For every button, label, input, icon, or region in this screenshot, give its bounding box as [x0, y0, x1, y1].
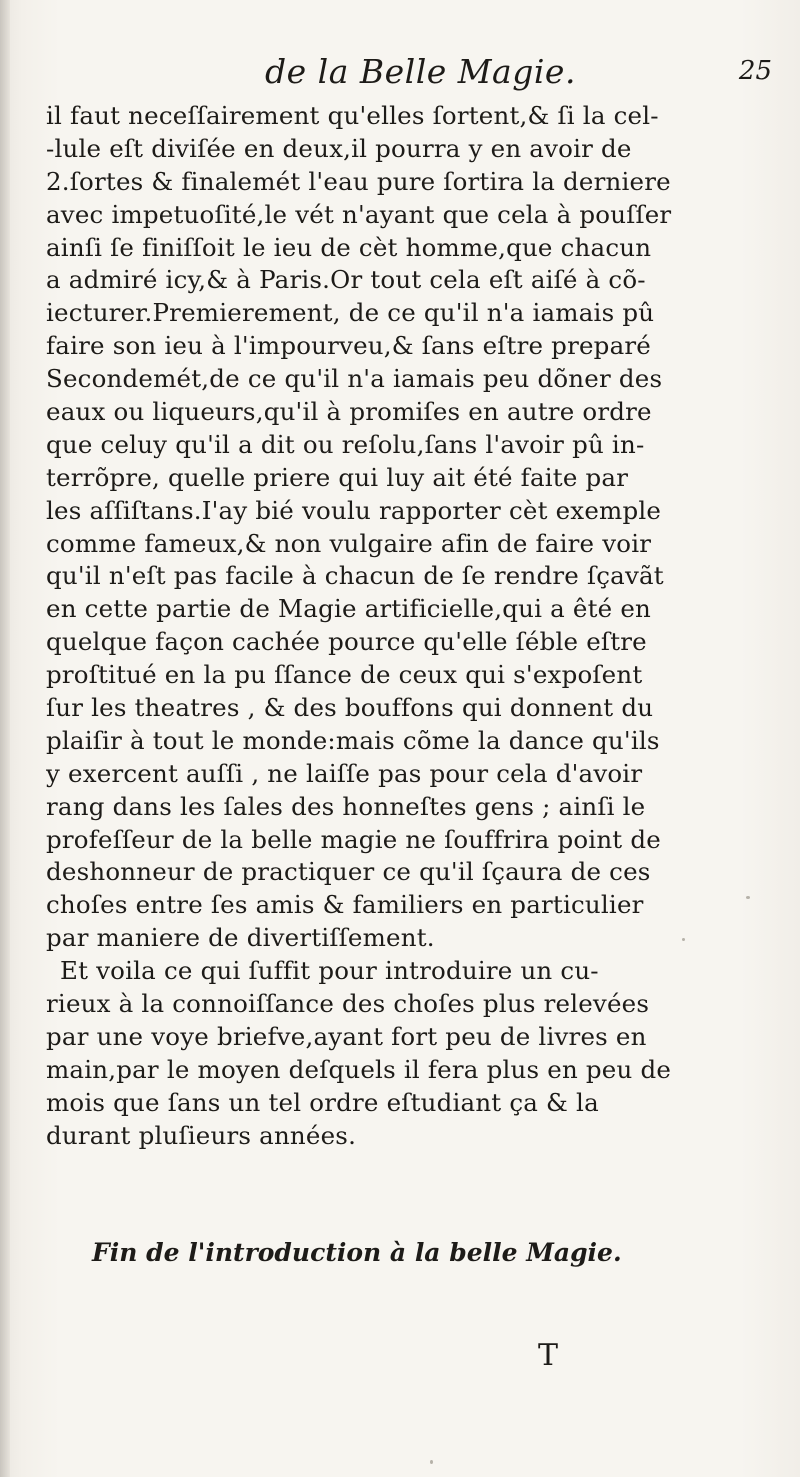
text-line: il faut neceſſairement qu'elles ſortent,& ſi la cel-	[46, 101, 659, 130]
text-line: plaiſir à tout le monde:mais cõme la dance qu'ils	[46, 725, 660, 755]
text-line: les aſſiſtans.I'ay bié voulu rapporter cèt exemple	[46, 495, 662, 525]
text-line: faire son ieu à l'impourveu,& ſans eſtre preparé	[46, 331, 651, 361]
paper-speck	[682, 938, 685, 941]
text-line: Et voila ce qui ſuffit pour introduire un cu-	[60, 956, 599, 986]
catchword: T	[538, 1338, 559, 1373]
paper-speck	[746, 896, 750, 899]
text-line: ſur les theatres , & des bouffons qui donnent du	[46, 693, 654, 723]
text-line: que celuy qu'il a dit ou reſolu,ſans l'avoir pû in-	[46, 429, 645, 459]
text-line: 2.ſortes & finalemét l'eau pure ſortira la derniere	[46, 166, 671, 196]
text-line: mois que ſans un tel ordre eſtudiant ça & la	[46, 1087, 599, 1117]
text-line: rieux à la connoiſſance des choſes plus relevées	[46, 989, 650, 1019]
text-line: quelque façon cachée pource qu'elle ſéble eſtre	[46, 627, 647, 657]
text-line: eaux ou liqueurs,qu'il à promiſes en autre ordre	[46, 397, 652, 427]
text-line: a admiré icy,& à Paris.Or tout cela eſt aiſé à cõ-	[46, 265, 646, 295]
text-line: terrõpre, quelle priere qui luy ait été faite par	[46, 462, 629, 492]
running-title: de la Belle Magie.	[265, 52, 576, 91]
page-number: 25	[738, 56, 772, 86]
binding-gutter	[0, 0, 10, 1477]
text-line: deshonneur de practiquer ce qu'il ſçaura de ces	[46, 857, 651, 887]
text-line: -lule eſt diviſée en deux,il pourra y en avoir de	[46, 133, 632, 163]
text-line: iecturer.Premierement, de ce qu'il n'a iamais pû	[46, 298, 655, 328]
text-line: choſes entre ſes amis & familiers en particulier	[46, 890, 644, 920]
text-line: qu'il n'eſt pas facile à chacun de ſe rendre ſçavãt	[46, 561, 664, 591]
text-line: en cette partie de Magie artificielle,qui a êté en	[46, 594, 652, 624]
text-line: proſtitué en la pu ſſance de ceux qui s'expoſent	[46, 660, 643, 690]
body-text	[46, 100, 756, 1153]
text-line: par une voye briefve,ayant fort peu de livres en	[46, 1021, 647, 1051]
paper-speck	[430, 1460, 433, 1464]
page-header	[30, 52, 772, 96]
text-line: comme fameux,& non vulgaire afin de faire voir	[46, 528, 652, 558]
text-line: par maniere de divertiſſement.	[46, 923, 435, 953]
text-line: Secondemét,de ce qu'il n'a iamais peu dõner des	[46, 364, 663, 394]
text-line: profeſſeur de la belle magie ne ſouffrira point de	[46, 824, 661, 854]
section-end-title: Fin de l'introduction à la belle Magie.	[92, 1238, 622, 1267]
text-line: avec impetuoſité,le vét n'ayant que cela à pouſſer	[46, 199, 672, 229]
text-line: rang dans les ſales des honneſtes gens ; ainſi le	[46, 791, 646, 821]
text-line: durant pluſieurs années.	[46, 1120, 357, 1150]
text-line: main,par le moyen deſquels il fera plus en peu de	[46, 1054, 672, 1084]
text-line: ainſi ſe finiſſoit le ieu de cèt homme,que chacun	[46, 232, 652, 262]
text-line: y exercent auſſi , ne laiſſe pas pour cela d'avoir	[46, 758, 643, 788]
